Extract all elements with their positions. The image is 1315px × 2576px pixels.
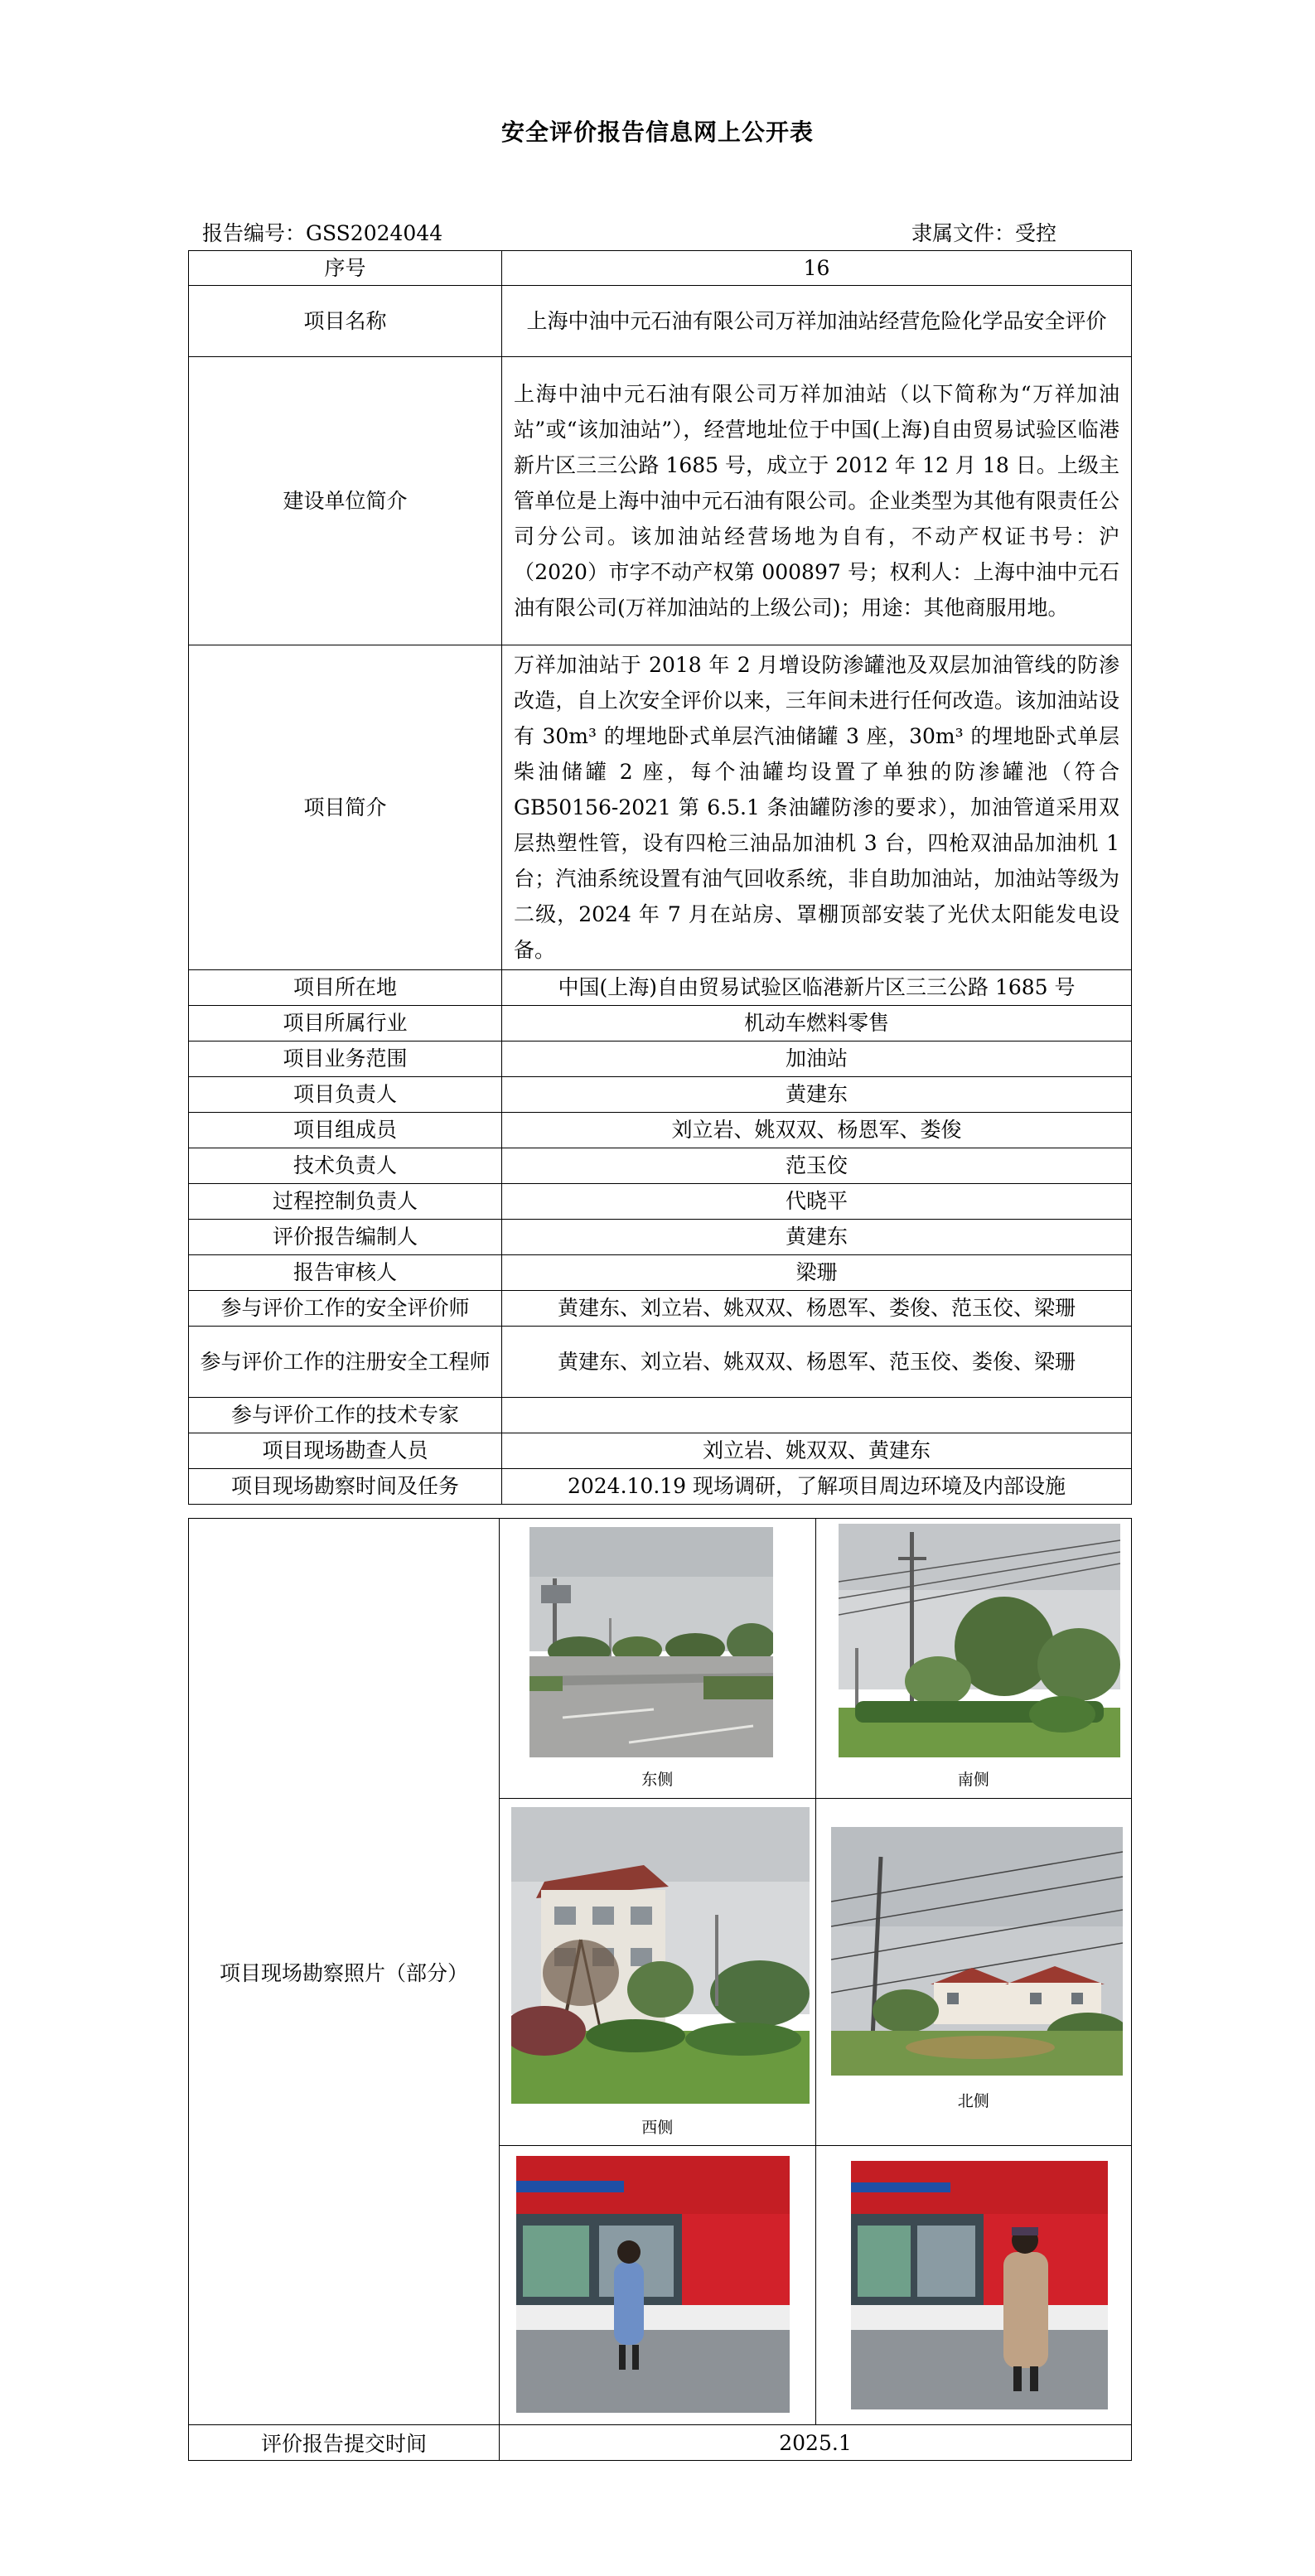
row-label: 评价报告编制人 — [189, 1220, 502, 1255]
table-row — [189, 1077, 1132, 1113]
report-number: 报告编号：GSS2024044 — [202, 221, 443, 245]
row-label: 项目现场勘察时间及任务 — [189, 1469, 502, 1505]
row-label: 项目简介 — [189, 645, 502, 970]
table-row — [189, 1184, 1132, 1220]
photo-north — [831, 1827, 1123, 2076]
row-label: 参与评价工作的安全评价师 — [189, 1291, 502, 1327]
photo-station-front-1 — [516, 2156, 790, 2413]
row-label: 项目所在地 — [189, 970, 502, 1006]
row-value: 机动车燃料零售 — [502, 1006, 1132, 1042]
row-value: 梁珊 — [502, 1255, 1132, 1291]
row-label: 项目组成员 — [189, 1113, 502, 1148]
table-row — [189, 1113, 1132, 1148]
table-row — [189, 286, 1132, 357]
row-value: 加油站 — [502, 1042, 1132, 1077]
row-value: 代晓平 — [502, 1184, 1132, 1220]
table-row — [189, 1519, 1132, 1799]
photo-cell-station-1 — [500, 2146, 816, 2425]
photo-caption-east: 东侧 — [641, 1771, 674, 1789]
row-value: 黄建东 — [502, 1220, 1132, 1255]
photo-cell-north — [815, 1799, 1132, 2146]
row-value: 16 — [502, 251, 1132, 286]
row-value: 2025.1 — [500, 2425, 1132, 2461]
table-row — [189, 2425, 1132, 2461]
row-value — [502, 1398, 1132, 1433]
photo-cell-south — [815, 1519, 1132, 1799]
table-row — [189, 1255, 1132, 1291]
row-label: 项目名称 — [189, 286, 502, 357]
row-label: 参与评价工作的注册安全工程师 — [189, 1327, 502, 1398]
photo-cell-station-2 — [815, 2146, 1132, 2425]
photo-cell-east — [500, 1519, 816, 1799]
row-label: 建设单位简介 — [189, 357, 502, 645]
row-value: 刘立岩、姚双双、杨恩军、娄俊 — [502, 1113, 1132, 1148]
row-label: 评价报告提交时间 — [189, 2425, 500, 2461]
table-row — [189, 1469, 1132, 1505]
table-row — [189, 1433, 1132, 1469]
photo-caption-north: 北侧 — [957, 2092, 989, 2110]
photo-east — [529, 1527, 773, 1757]
row-value: 中国(上海)自由贸易试验区临港新片区三三公路 1685 号 — [502, 970, 1132, 1006]
table-row — [189, 357, 1132, 645]
table-row — [189, 1042, 1132, 1077]
table-row — [189, 1398, 1132, 1433]
row-label: 报告审核人 — [189, 1255, 502, 1291]
row-value: 上海中油中元石油有限公司万祥加油站经营危险化学品安全评价 — [502, 286, 1132, 357]
table-row — [189, 251, 1132, 286]
table-row — [189, 1327, 1132, 1398]
table-row — [189, 645, 1132, 970]
photo-cell-west — [500, 1799, 816, 2146]
row-label: 项目所属行业 — [189, 1006, 502, 1042]
row-value: 上海中油中元石油有限公司万祥加油站（以下简称为“万祥加油站”或“该加油站”），经营地址位于中国(上海)自由贸易试验区临港新片区三三公路 1685 号，成立于 2012 年 12 月 18 日。上级主管单位是上海中油中元石油有限公司。企业类型为其他有限责任公司分公司。该加油站经营场地为自有，不动产权证书号：沪（2020）市字不动产权第 000897 号；权利人：上海中油中元石油有限公司(万祥加油站的上级公司)；用途：其他商服用地。 — [502, 357, 1132, 645]
photos-label: 项目现场勘察照片（部分） — [189, 1519, 500, 2425]
site-photos-table — [188, 1518, 1132, 2461]
table-row — [189, 1148, 1132, 1184]
row-value: 黄建东 — [502, 1077, 1132, 1113]
photo-station-front-2 — [851, 2161, 1108, 2409]
table-row — [189, 1220, 1132, 1255]
photo-caption-south: 南侧 — [957, 1771, 989, 1789]
row-label: 过程控制负责人 — [189, 1184, 502, 1220]
photo-caption-west: 西侧 — [641, 2119, 674, 2137]
table-row — [189, 970, 1132, 1006]
row-value: 黄建东、刘立岩、姚双双、杨恩军、范玉佼、娄俊、梁珊 — [502, 1327, 1132, 1398]
table-row — [189, 1291, 1132, 1327]
row-value: 刘立岩、姚双双、黄建东 — [502, 1433, 1132, 1469]
row-label: 技术负责人 — [189, 1148, 502, 1184]
report-info-table — [188, 250, 1132, 1505]
row-label: 项目业务范围 — [189, 1042, 502, 1077]
row-value: 2024.10.19 现场调研，了解项目周边环境及内部设施 — [502, 1469, 1132, 1505]
table-row — [189, 1006, 1132, 1042]
document-control-status: 隶属文件：受控 — [911, 221, 1057, 245]
row-label: 项目现场勘查人员 — [189, 1433, 502, 1469]
photo-south — [839, 1524, 1120, 1757]
row-value: 范玉佼 — [502, 1148, 1132, 1184]
row-label: 序号 — [189, 251, 502, 286]
photo-west — [511, 1807, 810, 2104]
page-title: 安全评价报告信息网上公开表 — [500, 118, 814, 146]
row-value: 万祥加油站于 2018 年 2 月增设防渗罐池及双层加油管线的防渗改造，自上次安全评价以来，三年间未进行任何改造。该加油站设有 30m³ 的埋地卧式单层汽油储罐 3 座，30m³ 的埋地卧式单层柴油储罐 2 座，每个油罐均设置了单独的防渗罐池（符合 GB50156-2021 第 6.5.1 条油罐防渗的要求），加油管道采用双层热塑性管，设有四枪三油品加油机 3 台，四枪双油品加油机 1 台；汽油系统设置有油气回收系统，非自助加油站，加油站等级为二级，2024 年 7 月在站房、罩棚顶部安装了光伏太阳能发电设备。 — [502, 645, 1132, 970]
row-label: 项目负责人 — [189, 1077, 502, 1113]
row-label: 参与评价工作的技术专家 — [189, 1398, 502, 1433]
row-value: 黄建东、刘立岩、姚双双、杨恩军、娄俊、范玉佼、梁珊 — [502, 1291, 1132, 1327]
